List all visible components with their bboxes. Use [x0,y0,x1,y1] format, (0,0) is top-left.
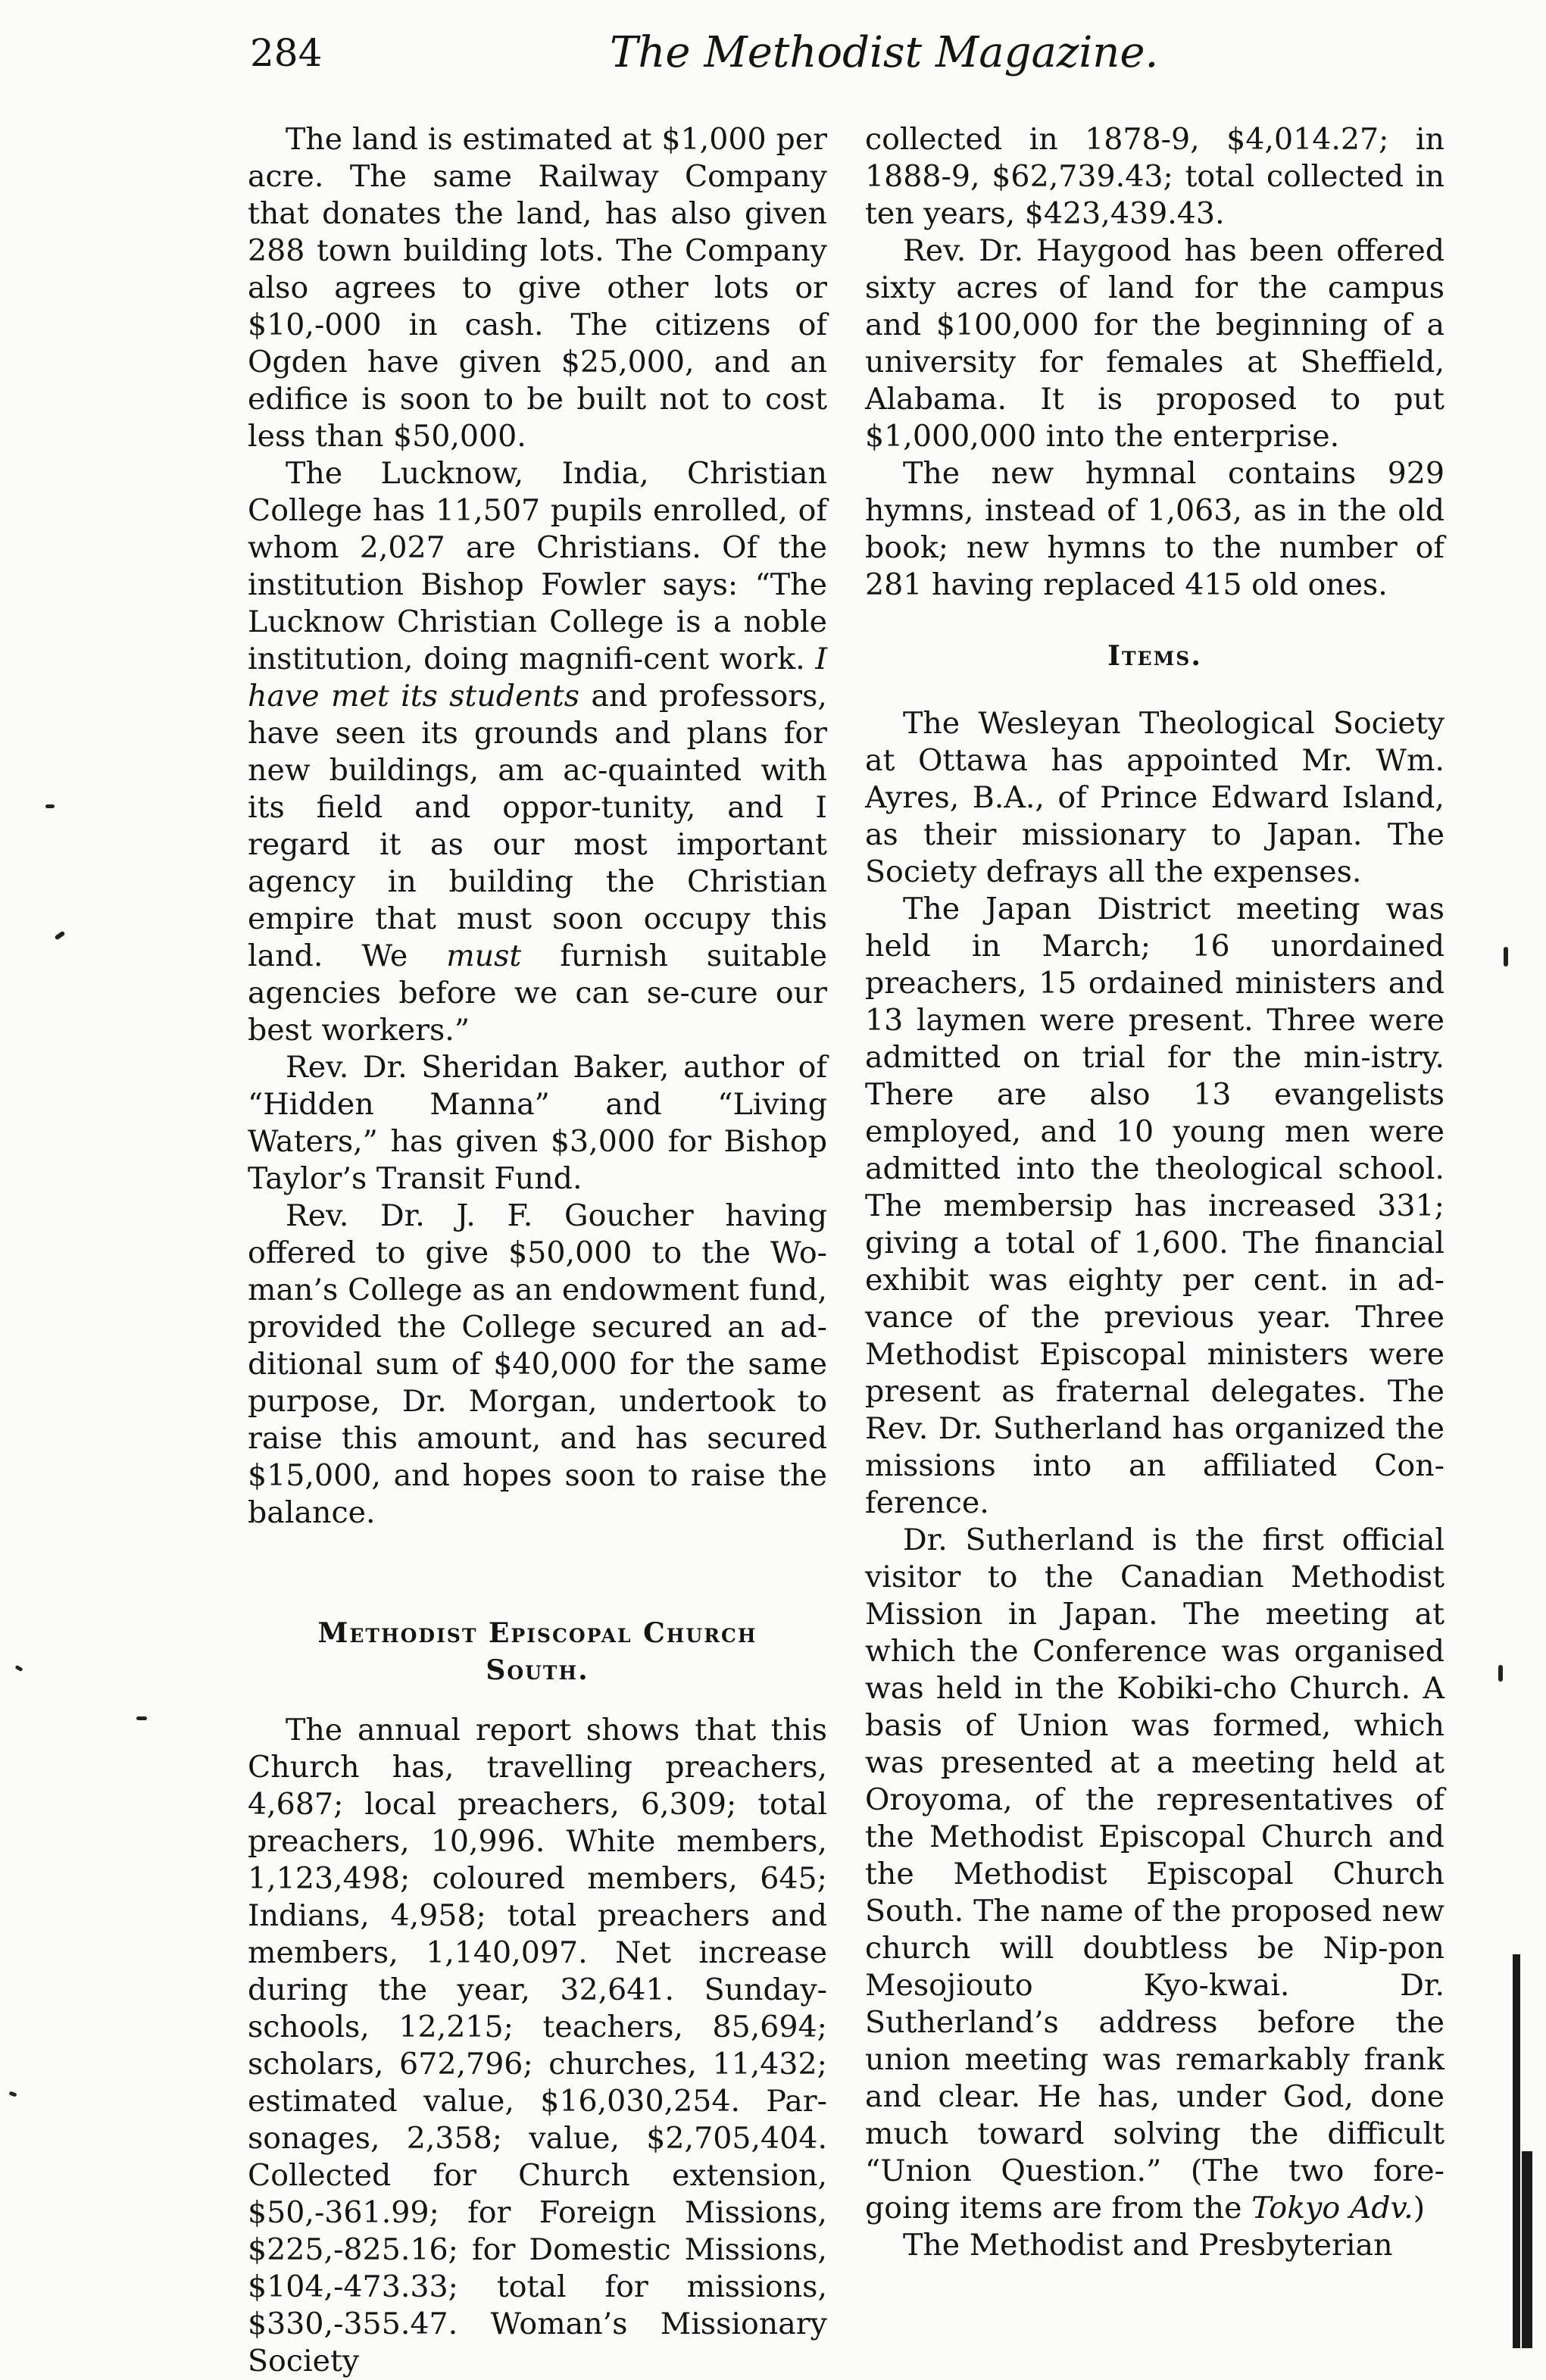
paragraph-ogden-land: The land is estimated at $1,000 per acre. The same Railway Company that donates the land, has also given 288 town building lots. The Company also agrees to give other lots or $10,-000 in cash. The citizens of Ogden have given $25,000, and an edifice is soon to be built not to cost less than $50,000. [248,122,827,454]
section-heading-mec-south: Methodist Episcopal Church South. [317,1617,757,1686]
scan-speck [1498,1665,1503,1682]
paragraph-haygood: Rev. Dr. Haygood has been offered sixty acres of land for the campus and $100,000 for the beginning of a university for females at Sheffield, Alabama. It is proposed to put $1,000,000 into the enterprise. [865,233,1444,454]
lucknow-text-e: furnish suitable agencies before we can se-cure our best workers.” [248,939,827,1048]
right-column [865,121,1444,2264]
lucknow-text-must: must [446,939,522,973]
paragraph-goucher: Rev. Dr. J. F. Goucher having offered to give $50,000 to the Wo-man’s College as an endowment fund, provided the College secured an ad-ditional sum of $40,000 for the same purpose, Dr. Morgan, undertook to raise this amount, and has secured $15,000, and hopes soon to raise the balance. [248,1198,827,1530]
paragraph-new-hymnal: The new hymnal contains 929 hymns, instead of 1,063, as in the old book; new hymns to the number of 281 having replaced 415 old ones. [865,456,1444,602]
section-heading-items: Items. [1107,640,1202,672]
paragraph-wesleyan-society: The Wesleyan Theological Society at Ottawa has appointed Mr. Wm. Ayres, B.A., of Prince Edward Island, as their missionary to Japan. The Society defrays all the expenses. [865,706,1444,889]
paragraph-sheridan-baker: Rev. Dr. Sheridan Baker, author of “Hidden Manna” and “Living Waters,” has given $3,000 for Bishop Taylor’s Transit Fund. [248,1050,827,1196]
scan-speck [8,2091,17,2097]
paragraph-japan-district: The Japan District meeting was held in March; 16 unordained preachers, 15 ordained ministers and 13 laymen were present. Three were admitted on trial for the min-istry. There are also 13 evangelists employed, and 10 young men were admitted into the theological school. The membersip has increased 331; giving a total of 1,600. The financial exhibit was eighty per cent. in ad-vance of the previous year. Three Methodist Episcopal ministers were present as fraternal delegates. The Rev. Dr. Sutherland has organized the missions into an affiliated Con-ference. [865,892,1444,1520]
page-header [227,23,1439,91]
scan-speck [1504,947,1508,967]
running-title: The Methodist Magazine. [610,28,1159,77]
paragraph-sutherland-visit [865,1522,1444,2227]
paragraph-methodist-presbyterian: The Methodist and Presbyterian [903,2228,1393,2263]
scan-speck [136,1716,147,1720]
scan-edge-shadow-lower [1522,2151,1532,2348]
paragraph-collections-continued: collected in 1878-9, $4,014.27; in 1888-9, $62,739.43; total collected in ten years, $423,439.43. [865,122,1444,231]
paragraph-lucknow-college [248,455,827,1049]
left-column [248,121,827,2380]
sutherland-text-c: ) [1413,2191,1426,2225]
scan-speck [55,931,66,941]
page-number: 284 [250,31,323,75]
scan-edge-shadow [1513,1954,1520,2348]
lucknow-text-c: and professors, have seen its grounds and plans for new buildings, am ac-quainted with its field and oppor-tunity, and I regard it as our most important agency in building the Christian empire that must soon occupy this land. We [248,679,827,973]
sutherland-text-a: Dr. Sutherland is the first official visitor to the Canadian Methodist Mission in Japan. The meeting at which the Conference was organised was held in the Kobiki-cho Church. A basis of Union was formed, which was presented at a meeting held at Oroyoma, of the representatives of the Methodist Episcopal Church and the Methodist Episcopal Church South. The name of the proposed new church will doubtless be Nip-pon Mesojiouto Kyo-kwai. Dr. Sutherland’s address before the union meeting was remarkably frank and clear. He has, under God, done much toward solving the difficult “Union Question.” (The two fore-going items are from the [865,1523,1444,2225]
scan-speck [14,1665,23,1672]
lucknow-text-a: The Lucknow, India, Christian College has 11,507 pupils enrolled, of whom 2,027 are Christians. Of the institution Bishop Fowler says: “The Lucknow Christian College is a noble institution, doing magnifi-cent work. [248,456,827,676]
lucknow-text-italic: I have met its students [248,642,827,714]
tokyo-adv-citation: Tokyo Adv. [1251,2191,1413,2225]
scan-speck [45,804,55,808]
paragraph-annual-report: The annual report shows that this Church has, travelling preachers, 4,687; local preachers, 6,309; total preachers, 10,996. White members, 1,123,498; coloured members, 645; Indians, 4,958; total preachers and members, 1,140,097. Net increase during the year, 32,641. Sunday-schools, 12,215; teachers, 85,694; scholars, 672,796; churches, 11,432; estimated value, $16,030,254. Par-sonages, 2,358; value, $2,705,404. Collected for Church extension, $50,-361.99; for Foreign Missions, $225,-825.16; for Domestic Missions, $104,-473.33; total for missions, $330,-355.47. Woman’s Missionary Society [248,1713,827,2378]
